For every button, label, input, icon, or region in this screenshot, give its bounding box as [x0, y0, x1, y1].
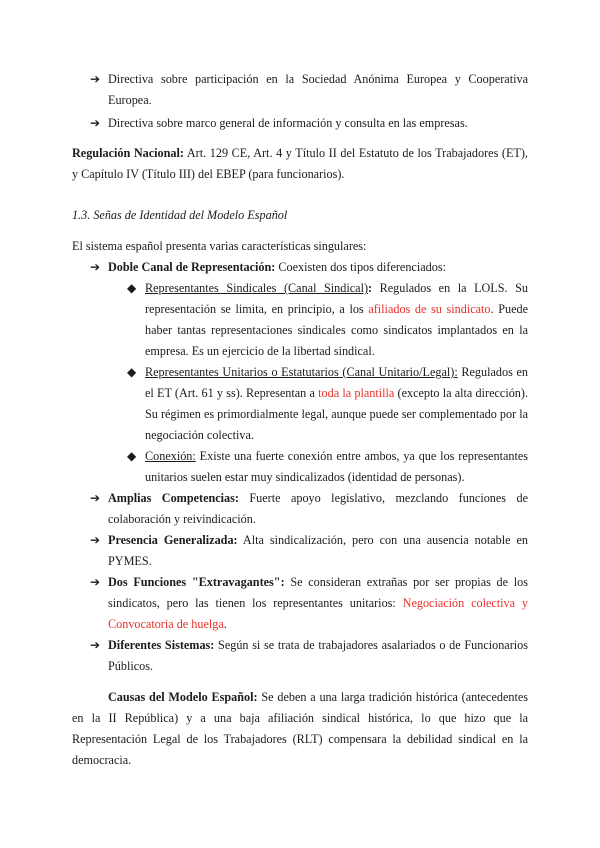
top-bullet-1: Directiva sobre participación en la Sociedad Anónima Europea y Cooperativa Europea.: [108, 72, 528, 107]
causas-paragraph: Causas del Modelo Español: Se deben a una larga tradición histórica (antecedentes en la II República) y a una baja afiliación sindical histórica, lo que hizo que la Representación Legal de los Trabajadores (RLT) compensara la debilidad sindical en la democracia.: [72, 690, 528, 767]
regulacion-nacional-paragraph: Regulación Nacional: Art. 129 CE, Art. 4 y Título II del Estatuto de los Trabajadores (ET), y Capítulo IV (Título III) del EBEP (para funcionarios).: [72, 146, 528, 181]
intro-paragraph: El sistema español presenta varias características singulares:: [72, 239, 367, 253]
arrow-bullet-icon: ➔: [90, 533, 101, 547]
diamond-bullet-icon: ◆: [127, 281, 137, 295]
arrow-bullet-icon: ➔: [90, 491, 101, 505]
diamond-bullet-icon: ◆: [127, 449, 137, 463]
sub-item-conexion: Conexión: Existe una fuerte conexión entre ambos, ya que los representantes unitarios suelen estar muy sindicalizados (identidad de personas).: [145, 449, 528, 484]
arrow-bullet-icon: ➔: [90, 116, 101, 130]
causas-label: Causas del Modelo Español:: [108, 690, 258, 704]
arrow-bullet-icon: ➔: [90, 638, 101, 652]
regulacion-label: Regulación Nacional:: [72, 146, 184, 160]
arrow-bullet-icon: ➔: [90, 260, 101, 274]
diamond-bullet-icon: ◆: [127, 365, 137, 379]
arrow-bullet-icon: ➔: [90, 72, 101, 86]
doble-canal-bullet: Doble Canal de Representación: Coexisten dos tipos diferenciados:: [108, 260, 446, 274]
sub-item-sindicales: Representantes Sindicales (Canal Sindical): Regulados en la LOLS. Su representación se limita, en principio, a los afiliados de su sindicato. Puede haber tantas representaciones sindicales como sindicatos implantados en la empresa. Es un ejercicio de la libertad sindical.: [145, 281, 529, 358]
top-bullet-2: Directiva sobre marco general de información y consulta en las empresas.: [108, 116, 468, 130]
amplias-competencias-bullet: Amplias Competencias: Fuerte apoyo legislativo, mezclando funciones de colaboración y reivindicación.: [108, 491, 528, 526]
doble-canal-label: Doble Canal de Representación:: [108, 260, 276, 274]
sub-item-unitarios: Representantes Unitarios o Estatutarios (Canal Unitario/Legal): Regulados en el ET (Art. 61 y ss). Representan a toda la plantilla (excepto la alta dirección). Su régimen es primordialmente legal, aunque puede ser complementado por la negociación colectiva.: [145, 365, 528, 442]
diferentes-sistemas-bullet: Diferentes Sistemas: Según si se trata de trabajadores asalariados o de Funcionarios Públicos.: [108, 638, 528, 673]
section-heading: 1.3. Señas de Identidad del Modelo Español: [72, 208, 288, 222]
dos-funciones-bullet: Dos Funciones "Extravagantes": Se consideran extrañas por ser propias de los sindicatos, pero las tienen los representantes unitarios: Negociación colectiva y Convocatoria de huelga.: [108, 575, 528, 631]
presencia-generalizada-bullet: Presencia Generalizada: Alta sindicalización, pero con una ausencia notable en PYMES.: [108, 533, 528, 568]
arrow-bullet-icon: ➔: [90, 575, 101, 589]
